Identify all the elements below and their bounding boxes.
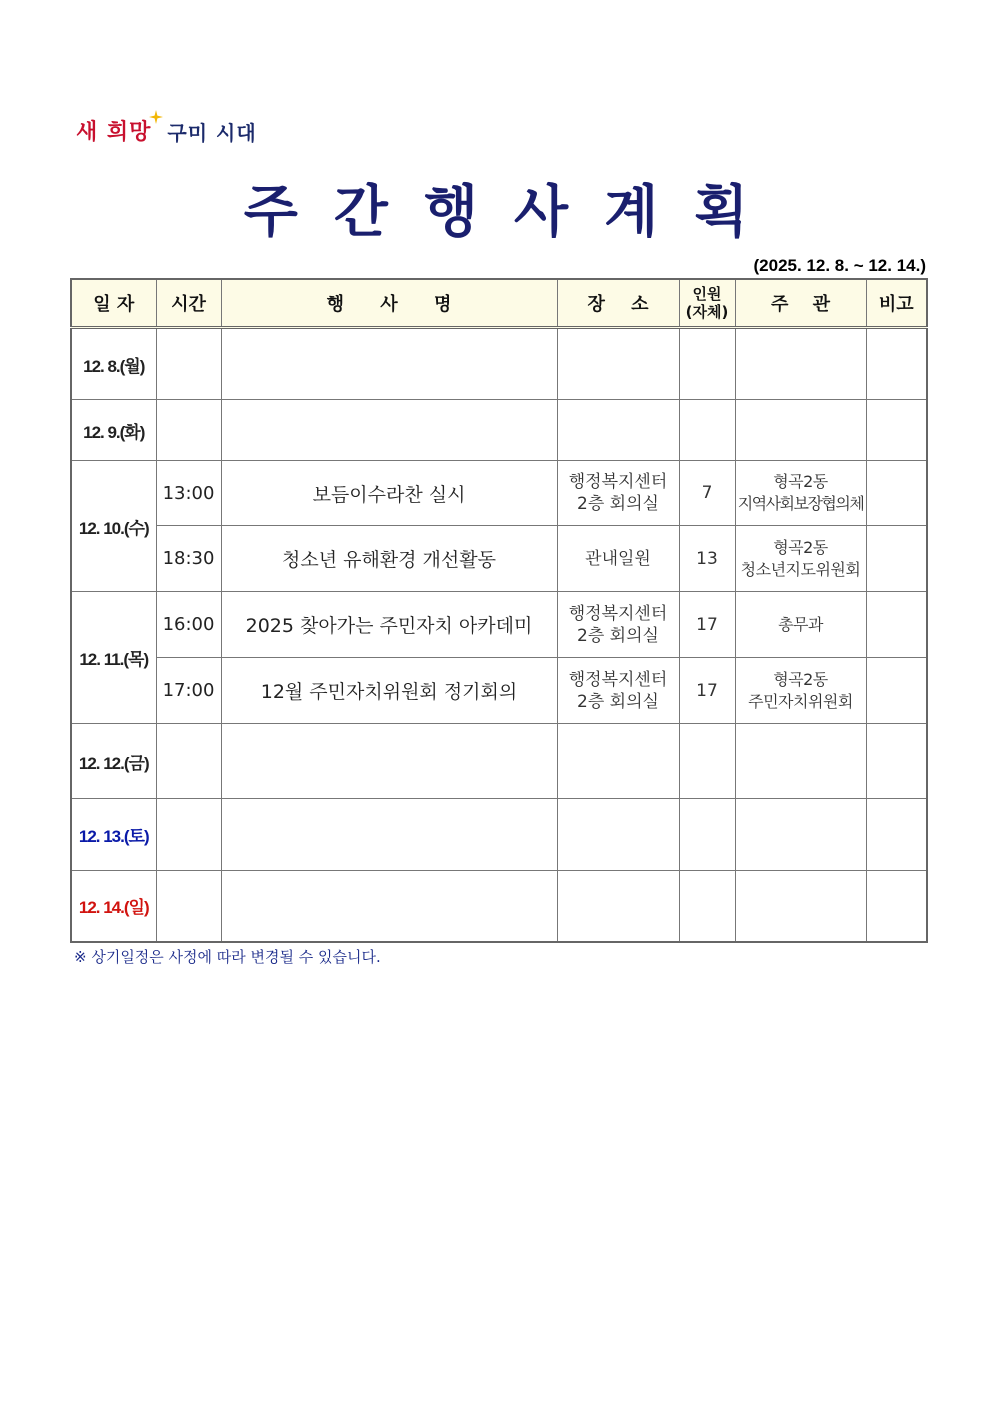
logo-text-part2: 구미 시대	[167, 121, 257, 145]
people-cell: 17	[679, 592, 735, 658]
event-cell	[221, 799, 557, 871]
date-cell: 12. 11.(목)	[71, 592, 156, 724]
star-icon	[149, 109, 163, 128]
place-cell	[557, 592, 679, 658]
table-row	[71, 724, 927, 799]
note-cell	[866, 328, 927, 400]
host-cell	[735, 526, 866, 592]
table-row	[71, 592, 927, 658]
note-cell	[866, 871, 927, 942]
host-line1: 형곡2동	[773, 537, 828, 557]
event-cell: 청소년 유해환경 개선활동	[221, 526, 557, 592]
place-line1: 행정복지센터	[568, 472, 668, 492]
note-cell	[866, 400, 927, 461]
logo-text-part1: 새 희망	[76, 120, 152, 145]
table-row	[71, 526, 927, 592]
footnote: ※ 상기일정은 사정에 따라 변경될 수 있습니다.	[74, 948, 381, 966]
people-cell	[679, 871, 735, 942]
header-people	[679, 279, 735, 328]
time-cell: 18:30	[156, 526, 221, 592]
place-cell	[557, 328, 679, 400]
people-cell: 17	[679, 658, 735, 724]
place-cell	[557, 724, 679, 799]
place-line1: 행정복지센터	[568, 603, 668, 624]
time-cell	[156, 799, 221, 871]
time-cell: 16:00	[156, 592, 221, 658]
date-range: (2025. 12. 8. ~ 12. 14.)	[753, 256, 926, 275]
host-cell: 총무과	[735, 592, 866, 658]
table-row	[71, 658, 927, 724]
time-cell	[156, 400, 221, 461]
time-cell: 13:00	[156, 461, 221, 526]
note-cell	[866, 799, 927, 871]
table-row	[71, 400, 927, 461]
header-date: 일 자	[71, 279, 156, 328]
people-cell: 13	[679, 526, 735, 592]
event-cell: 2025 찾아가는 주민자치 아카데미	[221, 592, 557, 658]
host-line2: 주민자치위원회	[748, 691, 853, 711]
host-line1: 형곡2동	[773, 472, 828, 491]
event-cell	[221, 724, 557, 799]
time-cell	[156, 871, 221, 942]
host-cell	[735, 328, 866, 400]
place-cell	[557, 400, 679, 461]
table-row	[71, 461, 927, 526]
event-cell	[221, 328, 557, 400]
host-cell	[735, 400, 866, 461]
table-row	[71, 799, 927, 871]
time-cell	[156, 328, 221, 400]
date-cell: 12. 8.(월)	[71, 328, 156, 400]
host-cell	[735, 724, 866, 799]
note-cell	[866, 592, 927, 658]
note-cell	[866, 526, 927, 592]
date-cell: 12. 9.(화)	[71, 400, 156, 461]
people-cell	[679, 400, 735, 461]
people-cell	[679, 328, 735, 400]
header-people-line1: 인원	[692, 285, 722, 303]
host-line1: 형곡2동	[773, 669, 828, 689]
note-cell	[866, 461, 927, 526]
place-line2: 2층 회의실	[577, 691, 659, 712]
time-cell	[156, 724, 221, 799]
place-line2: 2층 회의실	[577, 494, 659, 514]
people-cell	[679, 724, 735, 799]
place-cell	[557, 461, 679, 526]
event-cell	[221, 871, 557, 942]
event-cell	[221, 400, 557, 461]
page-title: 주간행사계획	[243, 180, 785, 245]
host-cell	[735, 461, 866, 526]
header-row	[71, 279, 927, 328]
note-cell	[866, 658, 927, 724]
header-place: 장 소	[557, 279, 679, 328]
host-line2: 지역사회보장협의체	[737, 494, 864, 513]
event-cell: 보듬이수라찬 실시	[221, 461, 557, 526]
header-time: 시간	[156, 279, 221, 328]
place-cell: 관내일원	[557, 526, 679, 592]
date-cell: 12. 10.(수)	[71, 461, 156, 592]
note-cell	[866, 724, 927, 799]
place-cell	[557, 871, 679, 942]
people-cell: 7	[679, 461, 735, 526]
place-line1: 행정복지센터	[568, 669, 668, 690]
date-cell: 12. 13.(토)	[71, 799, 156, 871]
logo	[76, 106, 257, 146]
table-row	[71, 328, 927, 400]
header-event: 행 사 명	[221, 279, 557, 328]
header-people-line2: (자체)	[685, 303, 729, 321]
header-note: 비고	[866, 279, 927, 328]
schedule-table	[70, 278, 928, 943]
date-cell: 12. 14.(일)	[71, 871, 156, 942]
people-cell	[679, 799, 735, 871]
host-cell	[735, 871, 866, 942]
place-line2: 2층 회의실	[577, 625, 659, 646]
host-cell	[735, 799, 866, 871]
time-cell: 17:00	[156, 658, 221, 724]
table-row	[71, 871, 927, 942]
event-cell: 12월 주민자치위원회 정기회의	[221, 658, 557, 724]
header-host: 주 관	[735, 279, 866, 328]
host-line2: 청소년지도위원회	[740, 559, 861, 579]
date-cell: 12. 12.(금)	[71, 724, 156, 799]
place-cell	[557, 799, 679, 871]
place-cell	[557, 658, 679, 724]
host-cell	[735, 658, 866, 724]
